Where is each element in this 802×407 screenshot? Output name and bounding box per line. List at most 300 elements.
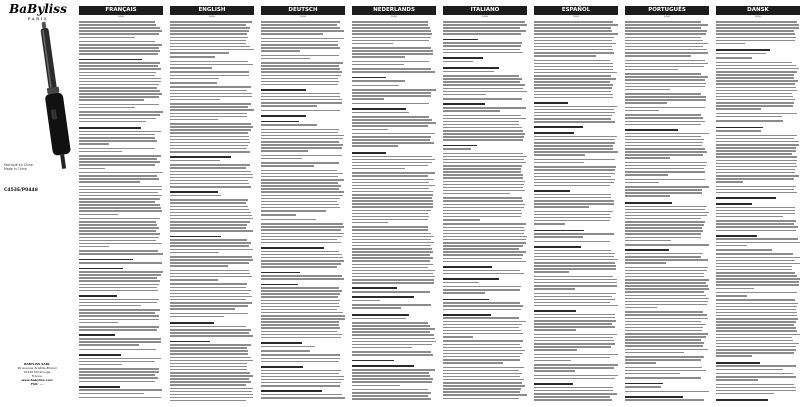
text-line <box>716 352 794 354</box>
text-line <box>352 216 429 218</box>
text-line <box>170 199 248 201</box>
section-heading-line <box>79 59 142 61</box>
text-line <box>170 37 248 39</box>
text-line <box>352 56 405 58</box>
curling-iron-image <box>22 20 76 175</box>
text-line <box>352 103 429 105</box>
text-line <box>170 64 253 66</box>
text-line <box>170 180 248 182</box>
text-line <box>443 210 521 212</box>
text-line <box>625 102 667 104</box>
text-line <box>534 37 614 39</box>
text-line <box>443 219 480 221</box>
section-heading-line <box>79 354 121 356</box>
text-line <box>716 295 747 297</box>
text-line <box>79 277 157 279</box>
text-line <box>443 321 526 323</box>
section-heading-line <box>79 268 123 270</box>
text-line <box>625 367 702 369</box>
text-line <box>716 77 794 79</box>
text-line <box>534 326 615 328</box>
text-line <box>534 253 615 255</box>
text-line <box>261 191 344 193</box>
text-line <box>79 24 156 26</box>
text-line <box>170 78 219 80</box>
text-line <box>534 24 618 26</box>
text-line <box>716 393 774 395</box>
text-line <box>716 281 799 283</box>
text-line <box>534 60 610 62</box>
text-line <box>625 107 705 109</box>
text-line <box>625 133 709 135</box>
section-heading-line <box>443 266 492 268</box>
text-line <box>534 33 618 35</box>
text-line <box>443 270 520 272</box>
section-heading-line <box>443 57 483 59</box>
text-line <box>534 211 613 213</box>
text-line <box>170 316 224 318</box>
address-website: www.babyliss.com <box>21 378 53 382</box>
text-line <box>352 98 384 100</box>
text-line <box>443 159 524 161</box>
text-line <box>716 376 796 378</box>
text-line <box>261 318 345 320</box>
left-panel <box>0 0 74 407</box>
text-line <box>170 174 253 176</box>
text-line <box>261 30 344 32</box>
text-line <box>534 293 616 295</box>
text-line <box>352 24 428 26</box>
text-line <box>261 78 338 80</box>
text-line <box>79 389 162 391</box>
text-line <box>79 158 157 160</box>
text-line <box>352 80 405 82</box>
text-line <box>443 398 519 400</box>
text-line <box>261 84 338 86</box>
text-line <box>716 309 796 311</box>
text-line <box>170 305 248 307</box>
text-line <box>716 390 796 392</box>
text-line <box>79 287 157 289</box>
text-line <box>716 130 761 132</box>
text-line <box>352 257 433 259</box>
text-line <box>261 132 338 134</box>
text-line <box>625 121 705 123</box>
text-line <box>625 356 704 358</box>
text-line <box>625 83 706 85</box>
text-line <box>261 21 340 23</box>
text-line <box>443 139 523 141</box>
text-line <box>261 102 342 104</box>
text-line <box>534 349 577 351</box>
text-line <box>261 251 339 253</box>
text-line <box>534 115 612 117</box>
text-line <box>352 139 430 141</box>
text-line <box>261 373 339 375</box>
text-line <box>443 317 519 319</box>
text-line <box>352 325 430 327</box>
text-line <box>534 194 611 196</box>
text-line <box>352 64 404 66</box>
text-line <box>170 21 252 23</box>
text-line <box>443 174 523 176</box>
text-line <box>534 288 575 290</box>
section-heading-line <box>352 287 397 289</box>
text-line <box>170 249 253 251</box>
text-line <box>352 210 431 212</box>
text-line <box>170 67 212 69</box>
text-line <box>261 38 344 40</box>
text-line <box>443 107 526 109</box>
text-line <box>443 110 500 112</box>
text-line <box>352 351 431 353</box>
text-line <box>625 240 671 242</box>
text-line <box>261 223 343 225</box>
text-line <box>716 37 796 39</box>
text-line <box>716 384 794 386</box>
text-line <box>79 27 160 29</box>
section-heading-line <box>79 127 141 129</box>
text-line <box>716 33 795 35</box>
text-line <box>79 312 155 314</box>
text-line <box>443 94 486 96</box>
text-line <box>534 357 610 359</box>
text-line <box>625 327 703 329</box>
text-line <box>534 340 614 342</box>
text-line <box>79 78 161 80</box>
text-line <box>79 68 161 70</box>
section-heading-line <box>352 152 386 154</box>
text-line <box>261 129 339 131</box>
text-line <box>79 181 140 183</box>
text-line <box>716 373 793 375</box>
text-line <box>716 102 794 104</box>
text-line <box>352 260 430 262</box>
section-heading-line <box>261 115 306 117</box>
text-line <box>352 112 409 114</box>
text-line <box>352 191 433 193</box>
text-line <box>352 328 435 330</box>
text-line <box>352 33 432 35</box>
text-line <box>625 370 706 372</box>
text-line <box>170 164 250 166</box>
text-line <box>170 273 250 275</box>
text-line <box>261 226 344 228</box>
text-line <box>352 182 429 184</box>
text-line <box>261 204 339 206</box>
text-line <box>716 387 796 389</box>
text-line <box>79 253 163 255</box>
text-line <box>716 242 800 244</box>
text-line <box>261 346 315 348</box>
text-line <box>443 84 525 86</box>
text-line <box>625 162 707 164</box>
text-line <box>534 256 614 258</box>
text-line <box>79 75 155 77</box>
text-line <box>534 176 611 178</box>
section-heading-line <box>534 102 568 104</box>
text-line <box>625 24 708 26</box>
text-line <box>261 182 338 184</box>
text-line <box>352 282 434 284</box>
column-text <box>716 21 800 404</box>
text-line <box>79 284 159 286</box>
text-line <box>534 81 610 83</box>
text-line <box>625 192 702 194</box>
text-line <box>716 245 747 247</box>
text-line <box>534 268 616 270</box>
text-line <box>170 52 229 54</box>
text-line <box>534 66 613 68</box>
text-line <box>443 153 523 155</box>
text-line <box>625 333 708 335</box>
text-line <box>352 85 399 87</box>
text-line <box>352 354 433 356</box>
text-line <box>170 132 248 134</box>
text-line <box>716 249 772 251</box>
text-line <box>625 339 701 341</box>
column-page: page <box>209 15 215 18</box>
text-line <box>170 209 249 211</box>
text-line <box>534 197 611 199</box>
text-line <box>170 123 251 125</box>
text-line <box>261 138 343 140</box>
text-line <box>625 352 684 354</box>
text-line <box>170 56 215 58</box>
text-line <box>261 337 341 339</box>
text-line <box>534 40 612 42</box>
text-line <box>443 233 524 235</box>
text-line <box>443 347 522 349</box>
text-line <box>79 305 141 307</box>
text-line <box>79 44 162 46</box>
address-fax: FAX: ... <box>30 382 43 386</box>
text-line <box>625 76 708 78</box>
section-heading-line <box>79 386 120 388</box>
text-line <box>79 377 158 379</box>
text-line <box>534 52 614 54</box>
text-line <box>170 375 253 377</box>
text-line <box>261 236 342 238</box>
column-header: FRANÇAIS <box>79 6 163 15</box>
text-line <box>443 273 524 275</box>
text-line <box>625 359 701 361</box>
text-line <box>261 165 314 167</box>
text-line <box>352 369 435 371</box>
text-line <box>443 336 473 338</box>
text-line <box>170 183 249 185</box>
text-line <box>534 46 612 48</box>
text-line <box>79 172 163 174</box>
text-line <box>716 343 799 345</box>
text-line <box>716 43 745 45</box>
text-line <box>170 279 218 281</box>
text-line <box>625 89 670 91</box>
text-line <box>170 350 248 352</box>
text-line <box>625 186 709 188</box>
text-line <box>170 353 248 355</box>
text-line <box>261 99 342 101</box>
text-line <box>79 96 159 98</box>
text-line <box>534 43 616 45</box>
text-line <box>261 81 339 83</box>
text-line <box>170 195 221 197</box>
text-line <box>170 293 249 295</box>
column-deutsch <box>261 6 345 404</box>
text-line <box>625 40 703 42</box>
text-line <box>443 251 526 253</box>
text-line <box>261 376 344 378</box>
text-line <box>716 334 800 336</box>
text-line <box>79 368 159 370</box>
text-line <box>534 139 615 141</box>
column-italiano <box>443 6 527 404</box>
text-line <box>261 296 338 298</box>
text-line <box>352 222 388 224</box>
text-line <box>352 233 431 235</box>
text-line <box>79 322 118 324</box>
text-line <box>625 93 701 95</box>
text-line <box>625 33 706 35</box>
text-line <box>716 220 796 222</box>
section-heading-line <box>261 390 322 392</box>
text-line <box>443 286 521 288</box>
text-line <box>534 314 615 316</box>
text-line <box>170 129 251 131</box>
made-in <box>4 163 44 171</box>
text-line <box>170 43 246 45</box>
text-line <box>79 99 144 101</box>
text-line <box>625 148 705 150</box>
column-header: DEUTSCH <box>261 6 345 15</box>
text-line <box>261 219 316 221</box>
section-heading-line <box>261 272 300 274</box>
text-line <box>261 321 339 323</box>
text-line <box>625 174 668 176</box>
text-line <box>170 103 251 105</box>
text-line <box>170 313 248 315</box>
text-line <box>261 198 340 200</box>
text-line <box>170 113 247 115</box>
text-line <box>261 257 343 259</box>
text-line <box>534 148 613 150</box>
text-line <box>625 79 705 81</box>
text-line <box>716 150 796 152</box>
text-line <box>352 378 433 380</box>
text-line <box>261 147 342 149</box>
text-line <box>79 140 157 142</box>
text-line <box>170 90 247 92</box>
text-line <box>716 120 783 122</box>
text-line <box>625 114 701 116</box>
text-line <box>625 168 704 170</box>
text-line <box>352 21 428 23</box>
text-line <box>625 179 705 181</box>
barrel <box>40 27 57 90</box>
text-line <box>625 324 706 326</box>
text-line <box>625 124 701 126</box>
text-line <box>79 221 156 223</box>
text-line <box>625 139 704 141</box>
column-francais <box>79 6 163 404</box>
text-line <box>534 97 613 99</box>
text-line <box>443 207 524 209</box>
text-line <box>79 319 159 321</box>
brand-logo <box>8 3 68 21</box>
text-line <box>625 362 656 364</box>
text-line <box>261 201 337 203</box>
section-heading-line <box>716 399 768 401</box>
model-number: C453E/P0448 <box>4 188 38 193</box>
text-line <box>443 115 521 117</box>
text-line <box>534 343 615 345</box>
text-line <box>261 287 339 289</box>
text-line <box>534 259 618 261</box>
text-line <box>534 78 616 80</box>
text-line <box>443 367 524 369</box>
text-line <box>534 106 617 108</box>
text-line <box>443 21 525 23</box>
column-page: page <box>118 15 124 18</box>
text-line <box>79 207 161 209</box>
text-line <box>534 185 610 187</box>
text-line <box>170 206 248 208</box>
text-line <box>716 138 794 140</box>
text-line <box>716 226 798 228</box>
text-line <box>534 370 575 372</box>
text-line <box>352 398 431 400</box>
text-line <box>625 273 704 275</box>
text-line <box>352 267 428 269</box>
text-line <box>79 41 155 43</box>
text-line <box>716 337 792 339</box>
text-line <box>261 358 340 360</box>
text-line <box>716 192 797 194</box>
text-line <box>79 198 160 200</box>
text-line <box>261 275 342 277</box>
text-line <box>443 282 479 284</box>
text-line <box>716 96 793 98</box>
text-line <box>261 327 340 329</box>
text-line <box>170 212 251 214</box>
text-line <box>170 357 251 359</box>
text-line <box>443 177 523 179</box>
text-line <box>170 366 247 368</box>
text-line <box>534 182 614 184</box>
text-line <box>352 226 428 228</box>
text-line <box>443 27 520 29</box>
text-line <box>716 340 793 342</box>
text-line <box>534 87 612 89</box>
column-page: page <box>755 15 761 18</box>
text-line <box>443 258 522 260</box>
text-line <box>534 121 615 123</box>
text-line <box>534 323 612 325</box>
text-line <box>625 189 702 191</box>
text-line <box>716 369 783 371</box>
text-line <box>625 291 704 293</box>
text-line <box>261 293 340 295</box>
text-line <box>443 33 521 35</box>
text-line <box>716 141 799 143</box>
text-line <box>79 309 160 311</box>
address-line: 99 avenue Aristide-Briand <box>17 366 57 370</box>
text-line <box>716 80 798 82</box>
text-line <box>534 206 589 208</box>
text-line <box>534 220 610 222</box>
text-line <box>716 99 795 101</box>
text-line <box>261 173 343 175</box>
